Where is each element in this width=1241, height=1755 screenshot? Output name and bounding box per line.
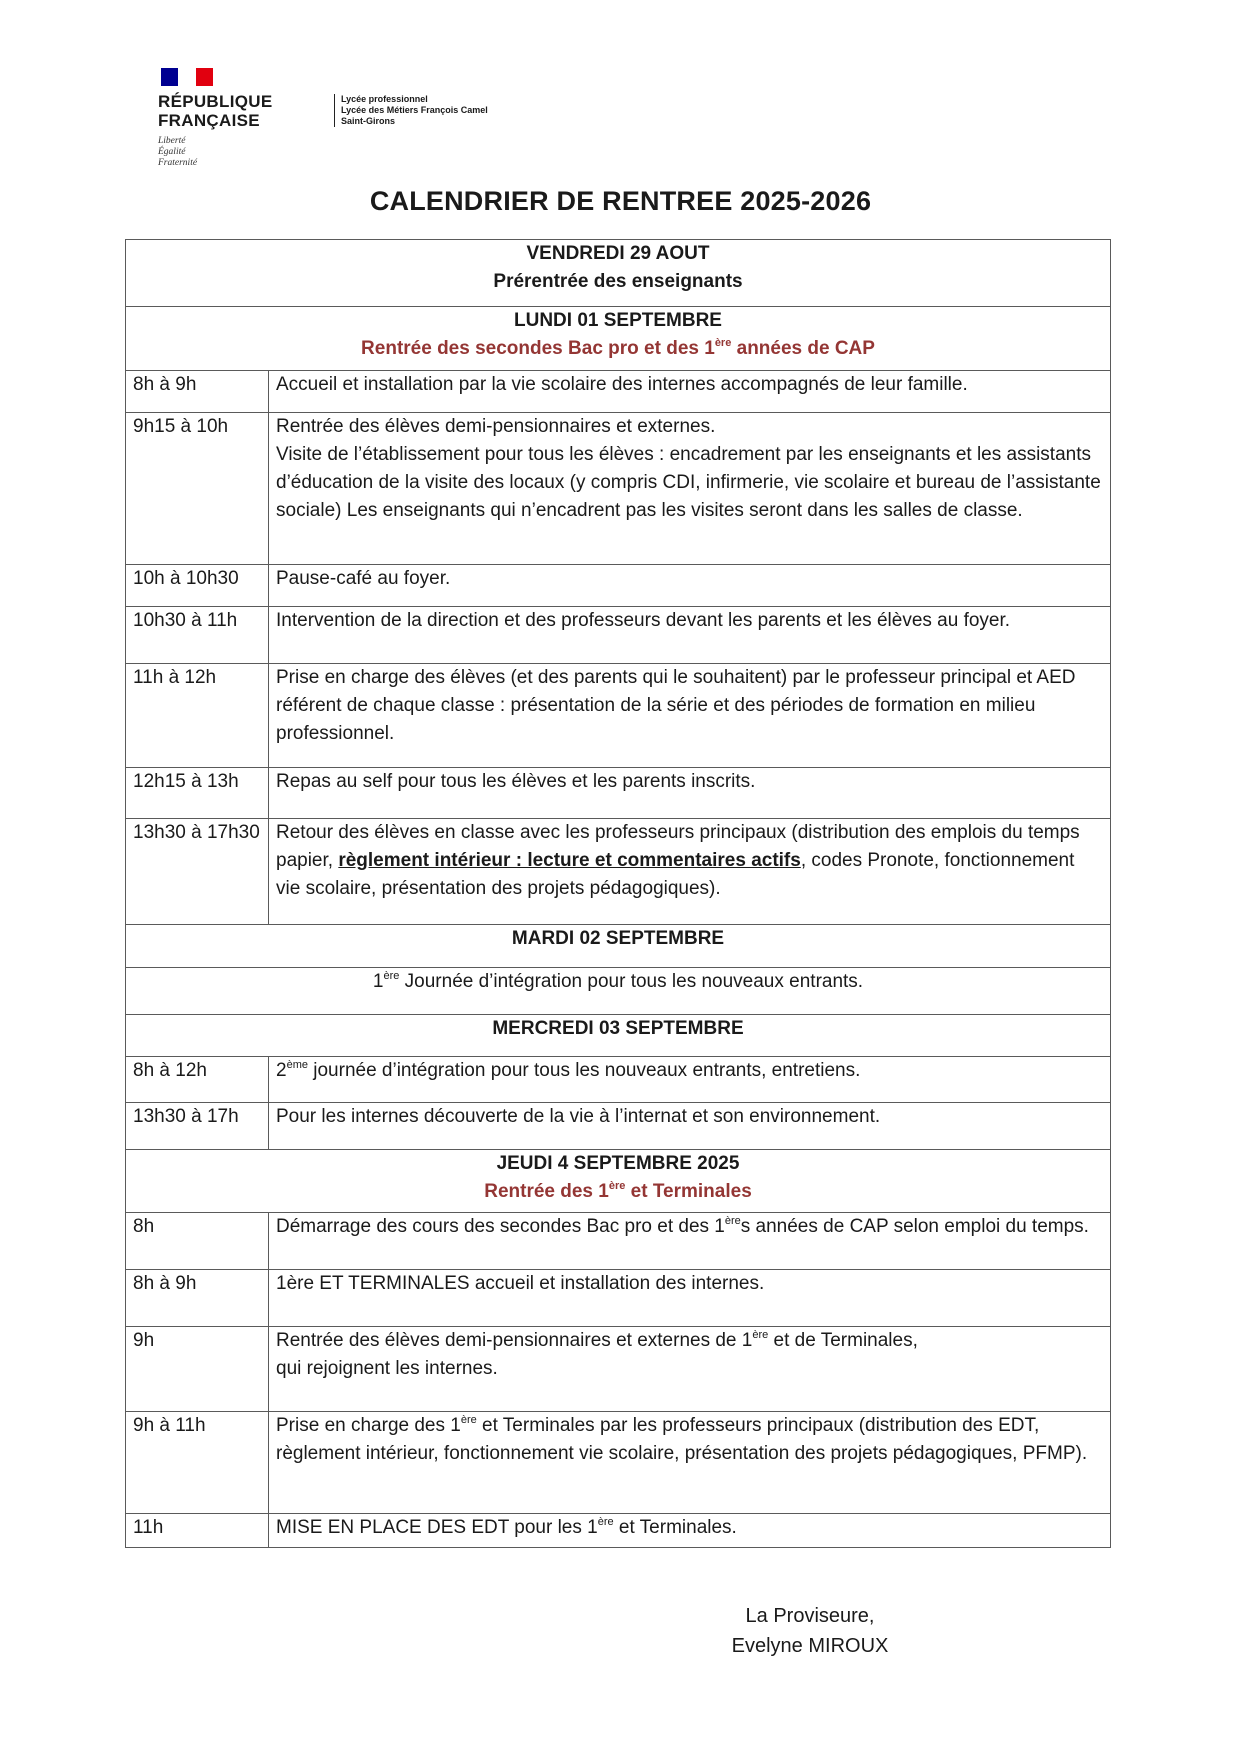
- row-text: Prise en charge des élèves (et des parents qui le souhaitent) par le professeur principal et AED référent de chaque classe : présentation de la série et des périodes de formation en milieu professionnel.: [269, 664, 1111, 768]
- day-subtitle: Rentrée des secondes Bac pro et des 1ère années de CAP: [361, 337, 875, 359]
- row-text: Repas au self pour tous les élèves et les parents inscrits.: [269, 768, 1111, 819]
- row-time: 9h15 à 10h: [126, 413, 269, 565]
- table-row: [126, 968, 1111, 1015]
- table-row: [126, 1270, 1111, 1327]
- row-text: Rentrée des élèves demi-pensionnaires et externes de 1ère et de Terminales, qui rejoignent les internes.: [269, 1327, 1111, 1412]
- day-title: MERCREDI 03 SEPTEMBRE: [492, 1018, 744, 1039]
- day-header-jeudi: [126, 1150, 1111, 1213]
- republic-name: RÉPUBLIQUE FRANÇAISE: [158, 92, 273, 130]
- row-time: 11h: [126, 1514, 269, 1548]
- table-row: [126, 1057, 1111, 1103]
- row-text: Pause-café au foyer.: [269, 565, 1111, 607]
- table-row: [126, 1213, 1111, 1270]
- row-text: 1ère Journée d’intégration pour tous les nouveaux entrants.: [126, 968, 1111, 1015]
- day-subtitle: Prérentrée des enseignants: [493, 271, 743, 292]
- row-text: Pour les internes découverte de la vie à l’internat et son environnement.: [269, 1103, 1111, 1150]
- french-flag-icon: [161, 68, 213, 86]
- table-row: [126, 1412, 1111, 1514]
- row-text: 2ème journée d’intégration pour tous les nouveaux entrants, entretiens.: [269, 1057, 1111, 1103]
- table-row: [126, 819, 1111, 925]
- table-row: [126, 413, 1111, 565]
- row-time: 10h30 à 11h: [126, 607, 269, 664]
- row-time: 11h à 12h: [126, 664, 269, 768]
- day-subtitle: Rentrée des 1ère et Terminales: [484, 1180, 752, 1202]
- day-title: VENDREDI 29 AOUT: [526, 243, 710, 264]
- table-row: [126, 768, 1111, 819]
- row-text: Retour des élèves en classe avec les professeurs principaux (distribution des emplois du temps papier, règlement intérieur : lecture et commentaires actifs, codes Pronote, fonctionnement vie scolaire, présentation des projets pédagogiques).: [269, 819, 1111, 925]
- day-header-mercredi: [126, 1015, 1111, 1057]
- underlined-text: règlement intérieur : lecture et commentaires actifs: [338, 850, 801, 871]
- row-time: 8h à 12h: [126, 1057, 269, 1103]
- day-header-mardi: [126, 925, 1111, 968]
- school-name: Lycée professionnel Lycée des Métiers François Camel Saint-Girons: [334, 94, 488, 127]
- row-text: Rentrée des élèves demi-pensionnaires et externes. Visite de l’établissement pour tous les élèves : encadrement par les enseignants et les assistants d’éducation de la visite des locaux (y compris CDI, infirmerie, vie scolaire et bureau de l’assistante sociale) Les enseignants qui n’encadrent pas les visites seront dans les salles de classe.: [269, 413, 1111, 565]
- row-time: 13h30 à 17h30: [126, 819, 269, 925]
- row-text: MISE EN PLACE DES EDT pour les 1ère et Terminales.: [269, 1514, 1111, 1548]
- table-row: [126, 1514, 1111, 1548]
- table-row: [126, 1327, 1111, 1412]
- row-time: 8h à 9h: [126, 1270, 269, 1327]
- day-title: JEUDI 4 SEPTEMBRE 2025: [496, 1153, 740, 1174]
- row-text: Intervention de la direction et des professeurs devant les parents et les élèves au foyer.: [269, 607, 1111, 664]
- table-row: [126, 664, 1111, 768]
- row-text: Démarrage des cours des secondes Bac pro et des 1ères années de CAP selon emploi du temps.: [269, 1213, 1111, 1270]
- row-text: 1ère ET TERMINALES accueil et installation des internes.: [269, 1270, 1111, 1327]
- row-time: 8h à 9h: [126, 371, 269, 413]
- signature-name: Evelyne MIROUX: [731, 1635, 889, 1657]
- row-time: 9h à 11h: [126, 1412, 269, 1514]
- signature-block: [690, 1601, 930, 1661]
- table-row: [126, 565, 1111, 607]
- row-time: 9h: [126, 1327, 269, 1412]
- table-row: [126, 607, 1111, 664]
- day-header-vendredi: [126, 240, 1111, 307]
- signature-role: La Proviseure,: [745, 1605, 875, 1627]
- republic-motto: Liberté Égalité Fraternité: [158, 136, 198, 168]
- day-title: LUNDI 01 SEPTEMBRE: [514, 310, 722, 331]
- republique-francaise-logo: [158, 68, 298, 169]
- calendar-table: [125, 239, 1111, 1548]
- row-time: 13h30 à 17h: [126, 1103, 269, 1150]
- row-text: Prise en charge des 1ère et Terminales par les professeurs principaux (distribution des EDT, règlement intérieur, fonctionnement vie scolaire, présentation des projets pédagogiques, PFMP).: [269, 1412, 1111, 1514]
- row-time: 10h à 10h30: [126, 565, 269, 607]
- day-header-lundi: [126, 307, 1111, 371]
- day-title: MARDI 02 SEPTEMBRE: [511, 928, 725, 949]
- table-row: [126, 371, 1111, 413]
- table-row: [126, 1103, 1111, 1150]
- row-time: 8h: [126, 1213, 269, 1270]
- row-time: 12h15 à 13h: [126, 768, 269, 819]
- row-text: Accueil et installation par la vie scolaire des internes accompagnés de leur famille.: [269, 371, 1111, 413]
- document-title: CALENDRIER DE RENTREE 2025-2026: [369, 186, 872, 216]
